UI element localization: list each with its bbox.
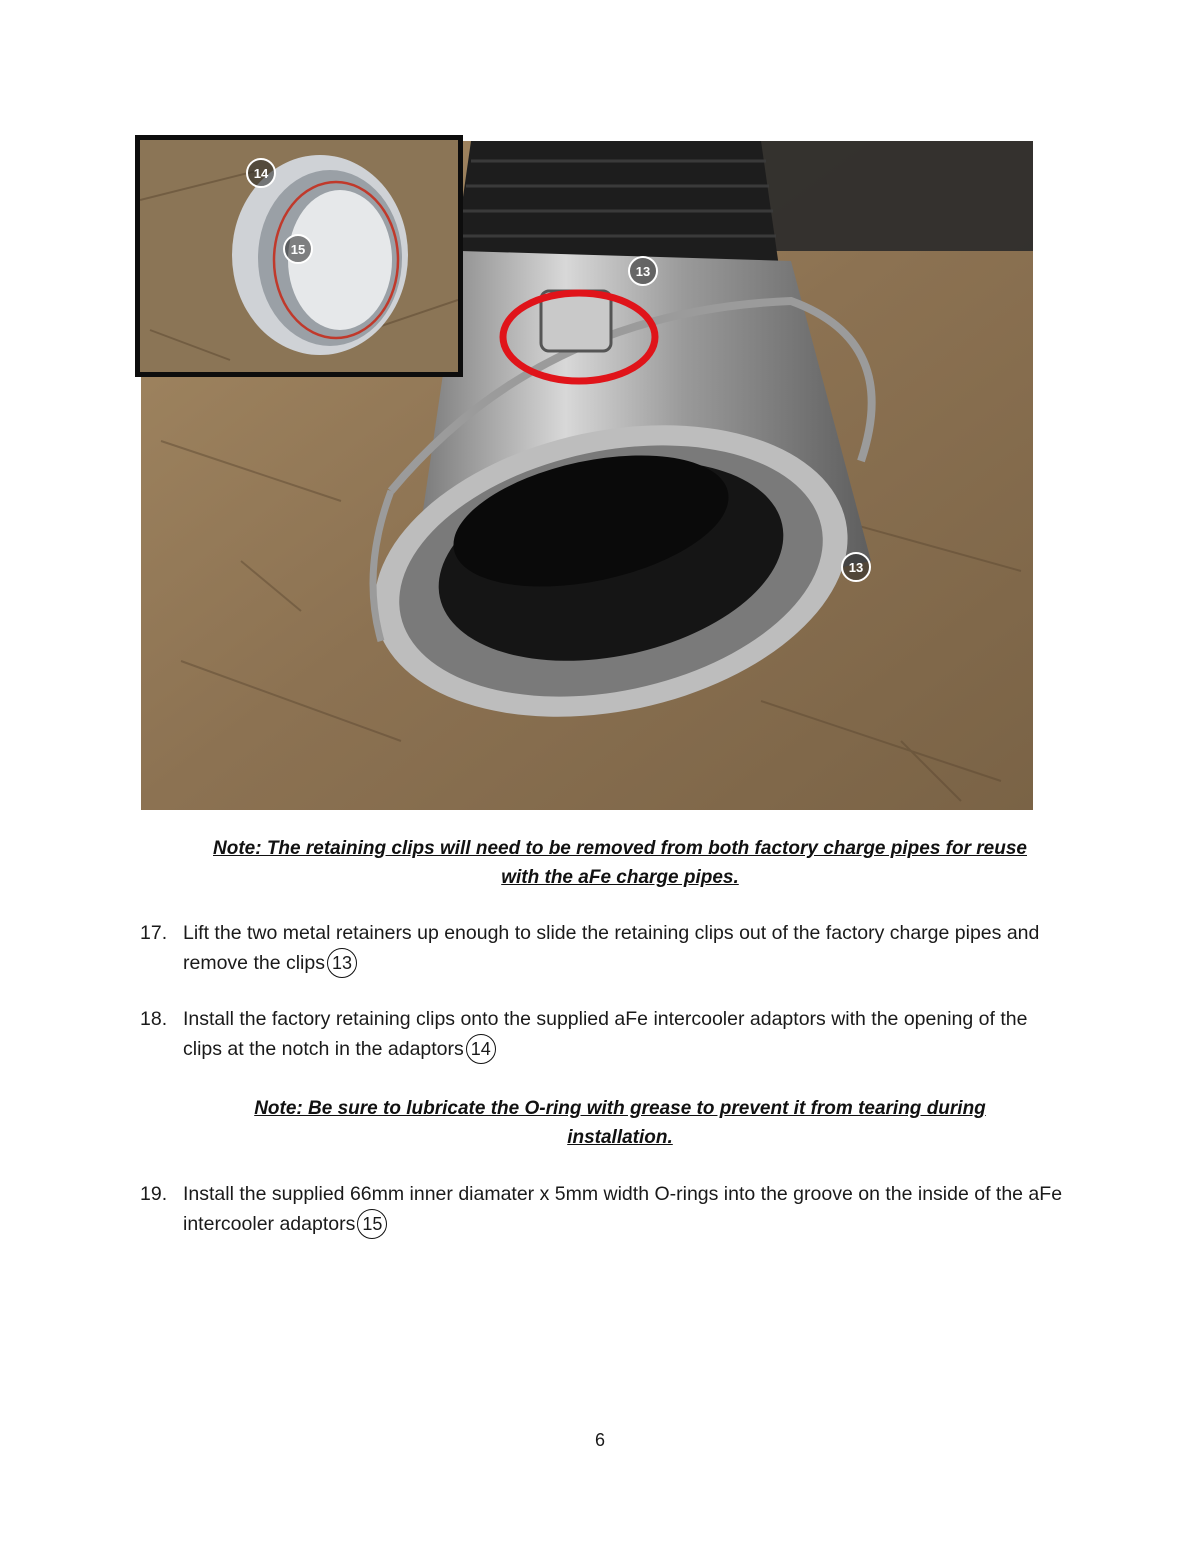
part-ref-15: 15 <box>357 1209 387 1239</box>
step-number: 19. <box>140 1183 168 1205</box>
note-lubricate-o-ring: Note: Be sure to lubricate the O-ring with grease to prevent it from tearing during installation. <box>254 1098 986 1148</box>
step-number: 18. <box>140 1008 168 1030</box>
step-17 <box>140 919 1070 978</box>
callout-13-right: 13 <box>841 552 871 582</box>
step-text: Lift the two metal retainers up enough to slide the retaining clips out of the factory charge pipes and remove the clips <box>183 922 1040 974</box>
retaining-clip <box>541 291 611 351</box>
page-number: 6 <box>594 1430 605 1450</box>
part-ref-14: 14 <box>466 1034 496 1064</box>
step-text: Install the factory retaining clips onto the supplied aFe intercooler adaptors with the opening of the clips at the notch in the adaptors <box>183 1008 1028 1060</box>
callout-15: 15 <box>283 234 313 264</box>
callout-14: 14 <box>246 158 276 188</box>
step-number: 17. <box>140 922 168 944</box>
note-retaining-clips: Note: The retaining clips will need to be removed from both factory charge pipes for reuse with the aFe charge pipes. <box>213 838 1027 888</box>
step-18 <box>140 1005 1070 1064</box>
callout-13-top: 13 <box>628 256 658 286</box>
part-ref-13: 13 <box>327 948 357 978</box>
step-19 <box>140 1180 1070 1239</box>
inset-photo <box>135 135 463 377</box>
step-text: Install the supplied 66mm inner diamater x 5mm width O-rings into the groove on the inside of the aFe intercooler adaptors <box>183 1183 1063 1235</box>
